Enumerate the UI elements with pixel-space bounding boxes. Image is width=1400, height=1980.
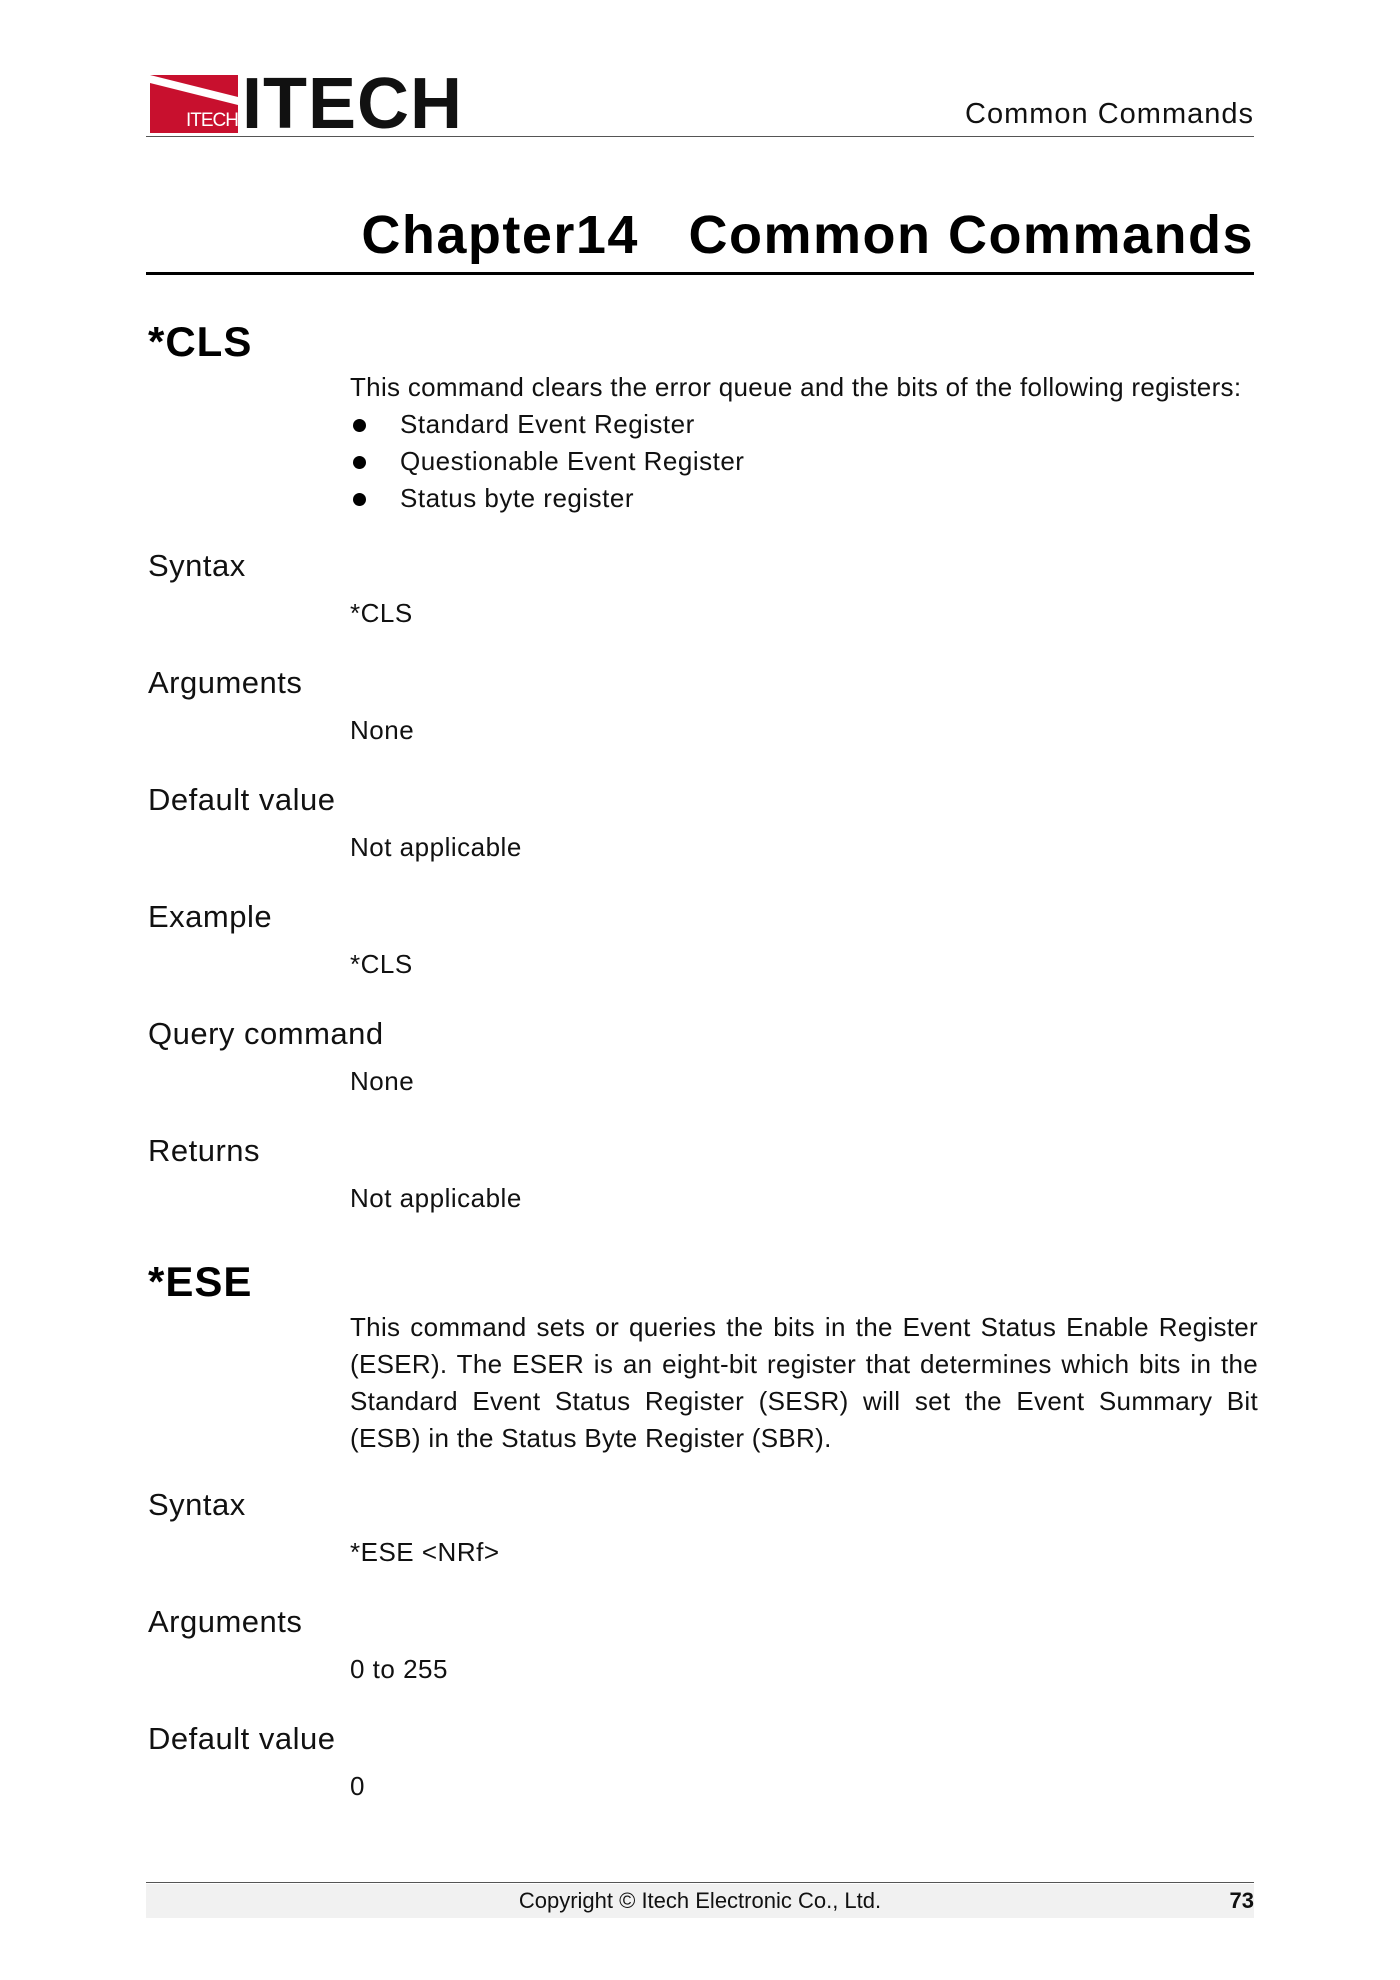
cls-syntax-value: *CLS	[350, 598, 413, 628]
ese-syntax-label: Syntax	[148, 1487, 246, 1522]
ese-default-label: Default value	[148, 1721, 336, 1756]
list-item-text: Questionable Event Register	[400, 446, 745, 476]
bullet-icon	[353, 493, 366, 506]
logo-wordmark: ITECH	[242, 64, 463, 144]
chapter-divider	[146, 272, 1254, 275]
ese-default-value: 0	[350, 1771, 365, 1801]
cls-heading: *CLS	[148, 318, 253, 365]
itech-logo	[150, 64, 463, 144]
cls-query-value: None	[350, 1066, 415, 1096]
cls-arguments-value: None	[350, 715, 415, 745]
cls-arguments-label: Arguments	[148, 665, 303, 700]
itech-logo-mark-icon	[150, 75, 238, 133]
cls-returns-label: Returns	[148, 1133, 261, 1168]
footer-divider	[146, 1882, 1254, 1883]
cls-syntax-label: Syntax	[148, 548, 246, 583]
cls-example-label: Example	[148, 899, 273, 934]
header-divider	[146, 136, 1254, 137]
ese-syntax-value: *ESE <NRf>	[350, 1537, 500, 1567]
list-item	[350, 406, 744, 443]
ese-heading: *ESE	[148, 1258, 253, 1305]
running-head: Common Commands	[965, 98, 1254, 130]
cls-register-list	[350, 406, 744, 517]
cls-query-label: Query command	[148, 1016, 384, 1051]
cls-default-label: Default value	[148, 782, 336, 817]
cls-description: This command clears the error queue and the bits of the following registers:	[350, 372, 1242, 402]
list-item	[350, 443, 744, 480]
ese-arguments-value: 0 to 255	[350, 1654, 448, 1684]
ese-description: This command sets or queries the bits in the Event Status Enable Register (ESER). The ESER is an eight-bit register that determines which bits in the Standard Event Status Register (SESR) will set the Event Summary Bit (ESB) in the Status Byte Register (SBR).	[350, 1312, 1258, 1453]
page-number: 73	[1229, 1888, 1254, 1913]
list-item-text: Standard Event Register	[400, 409, 695, 439]
list-item-text: Status byte register	[400, 483, 634, 513]
bullet-icon	[353, 456, 366, 469]
logo-small-text: ITECH	[186, 110, 238, 131]
ese-arguments-label: Arguments	[148, 1604, 303, 1639]
cls-returns-value: Not applicable	[350, 1183, 522, 1213]
cls-default-value: Not applicable	[350, 832, 522, 862]
copyright-text: Copyright © Itech Electronic Co., Ltd.	[518, 1888, 882, 1913]
cls-example-value: *CLS	[350, 949, 413, 979]
chapter-title: Chapter14 Common Commands	[361, 205, 1254, 265]
list-item	[350, 480, 744, 517]
bullet-icon	[353, 419, 366, 432]
